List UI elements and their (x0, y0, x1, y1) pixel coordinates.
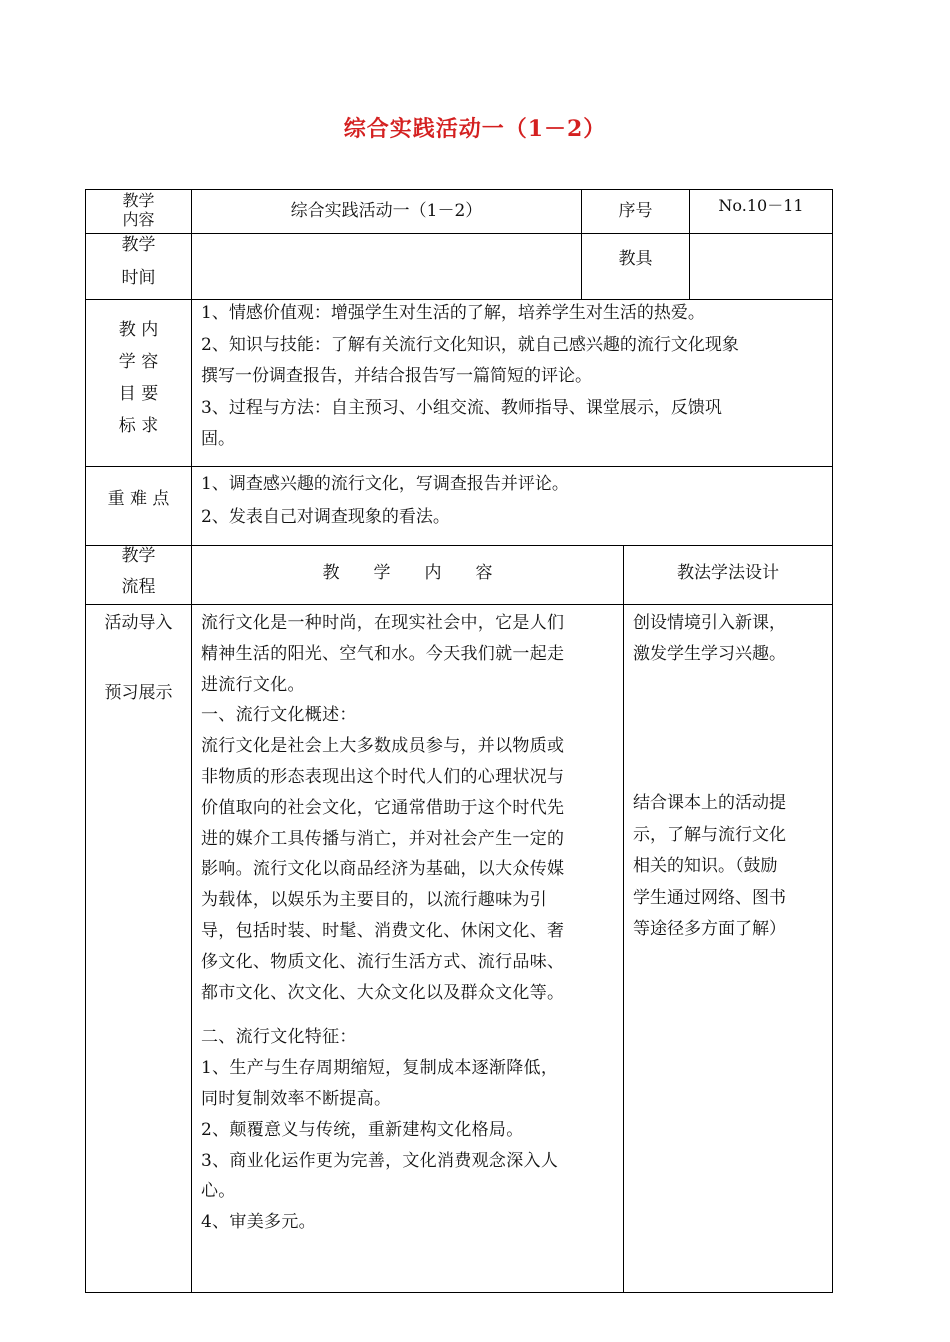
goal-line: 撰写一份调查报告，并结合报告写一篇简短的评论。 (201, 366, 592, 386)
method-line: 相关的知识。（鼓励 (633, 856, 778, 876)
content-line: 流行文化是社会上大多数成员参与，并以物质或 (201, 736, 565, 757)
content-line: 4、审美多元。 (201, 1212, 316, 1233)
content-line: 流行文化是一种时尚，在现实社会中，它是人们 (201, 613, 565, 633)
content-value: 综合实践活动一（1－2） (290, 201, 483, 221)
content-line: 非物质的形态表现出这个时代人们的心理状况与 (201, 766, 565, 787)
table-rule (85, 233, 833, 234)
method-line: 示，了解与流行文化 (633, 824, 786, 845)
flow-content-header: 教 学 内 容 (322, 563, 493, 583)
goal-line: 1、情感价值观：增强学生对生活的了解，培养学生对生活的热爱。 (201, 303, 705, 323)
goal-line: 固。 (201, 429, 235, 449)
method-line: 激发学生学习兴趣。 (633, 644, 786, 664)
time-label: 教学 时间 (121, 235, 156, 288)
table-rule (85, 545, 833, 546)
seq-label: 序号 (618, 201, 653, 221)
content-line: 1、生产与生存周期缩短，复制成本逐渐降低， (201, 1058, 559, 1079)
content-line: 一、流行文化概述： (201, 705, 357, 726)
content-line: 价值取向的社会文化，它通常借助于这个时代先 (201, 797, 565, 818)
tools-label: 教具 (618, 249, 653, 269)
flow-content (201, 608, 621, 1238)
method-preview (633, 788, 829, 946)
content-line: 都市文化、次文化、大众文化以及群众文化等。 (201, 982, 565, 1003)
flow-label: 教学 流程 (121, 546, 156, 597)
content-line: 精神生活的阳光、空气和水。今天我们就一起走 (201, 643, 565, 664)
key-point-line: 1、调查感兴趣的流行文化，写调查报告并评论。 (201, 474, 569, 494)
seq-value: No.10－11 (718, 196, 804, 215)
goals-text (201, 298, 829, 456)
goals-label: 教 内 学 容 目 要 标 求 (118, 320, 159, 436)
table-rule (85, 604, 833, 605)
method-intro (633, 608, 829, 670)
content-label: 教学 内容 (122, 191, 155, 229)
table-rule (832, 189, 833, 1293)
content-line: 同时复制效率不断提高。 (201, 1088, 392, 1109)
method-line: 学生通过网络、图书 (633, 887, 786, 908)
content-line: 侈文化、物质文化、流行生活方式、流行品味、 (201, 951, 565, 972)
table-rule (85, 1292, 833, 1293)
goal-line: 2、知识与技能：了解有关流行文化知识，就自己感兴趣的流行文化现象 (201, 334, 739, 355)
key-points-text (201, 468, 829, 534)
method-line: 结合课本上的活动提 (633, 793, 786, 813)
method-line: 等途径多方面了解） (633, 919, 786, 939)
page-title: 综合实践活动一（1－2） (343, 116, 607, 142)
content-line: 进的媒介工具传播与消亡，并对社会产生一定的 (201, 828, 565, 849)
stage-preview: 预习展示 (104, 683, 173, 703)
content-line: 心。 (201, 1181, 236, 1202)
table-rule (85, 466, 833, 467)
content-line: 二、流行文化特征： (201, 1027, 357, 1048)
table-rule (191, 189, 192, 1293)
content-line: 影响。流行文化以商品经济为基础，以大众传媒 (201, 859, 565, 880)
goal-line: 3、过程与方法：自主预习、小组交流、教师指导、课堂展示，反馈巩 (201, 397, 722, 418)
method-line: 创设情境引入新课， (633, 613, 786, 633)
content-line: 2、颠覆意义与传统，重新建构文化格局。 (201, 1119, 524, 1140)
content-line: 进流行文化。 (201, 674, 305, 695)
key-point-line: 2、发表自己对调查现象的看法。 (201, 507, 450, 527)
content-line: 导，包括时装、时髦、消费文化、休闲文化、奢 (201, 920, 565, 941)
content-line: 为载体，以娱乐为主要目的，以流行趣味为引 (201, 890, 547, 911)
flow-method-header: 教法学法设计 (677, 563, 779, 583)
content-line: 3、商业化运作更为完善，文化消费观念深入人 (201, 1150, 559, 1171)
table-rule (623, 545, 624, 1293)
key-points-label: 重 难 点 (107, 489, 170, 509)
stage-intro: 活动导入 (104, 613, 173, 633)
table-rule (85, 189, 833, 190)
